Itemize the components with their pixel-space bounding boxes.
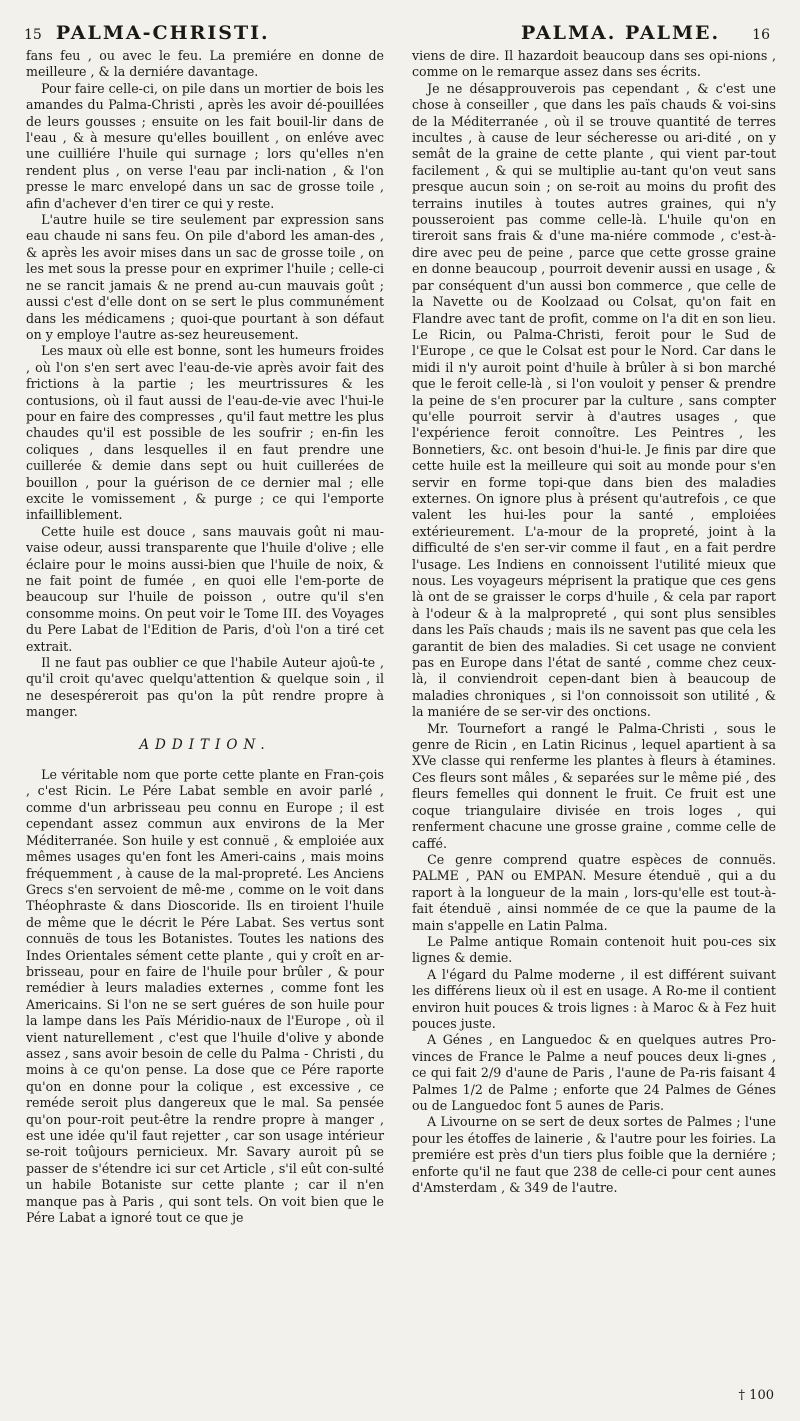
right-header — [521, 22, 770, 44]
left-paragraph-5: Cette huile est douce , sans mauvais goût ni mau-vaise odeur, aussi transparente que l'huile d'olive ; elle éclaire pour le moins aussi-bien que l'huile de noix, & ne fait point de fumée , en quoi elle l'em-porte de beaucoup sur l'huile de poisson , outre qu'il s'en consomme moins. On peut voir le Tome III. des Voyages du Pere Labat de l'Edition de Paris, d'où l'on a tiré cet extrait. — [26, 523, 384, 654]
left-paragraph-2: Pour faire celle-ci, on pile dans un mortier de bois les amandes du Palma-Christi , après les avoir dé-pouillées de leurs gousses ; ensuite on les fait bouil-lir dans de l'eau , & à mesure qu'elles bouillent , on enléve avec une cuilliére l'huile qui surnage ; lors qu'elles n'en rendent plus , on verse l'eau par incli-nation , & l'on presse le marc envelopé dans un sac de grosse toile , afin d'achever d'en tirer ce qui y reste. — [26, 80, 384, 211]
left-paragraph-6: Il ne faut pas oublier ce que l'habile Auteur ajoû-te , qu'il croit qu'avec quelqu'attention & quelque soin , il ne desespéreroit pas qu'on la pût rendre propre à manger. — [26, 655, 384, 720]
right-page-number: 16 — [752, 27, 770, 43]
right-paragraph-2: Je ne désapprouverois pas cependant , & c'est une chose à conseiller , que dans les païs chauds & voi-sins de la Méditerranée , où il se trouve quantité de terres incultes , à cause de leur sécheresse ou ari-dité , on y semât de la graine de cette plante , qui vient par-tout facilement , & qui se multiplie au-tant qu'on veut sans presque aucun soin ; on se-roit au moins du profit des terrains inutiles à toutes autres graines, qui n'y pousseroient pas comme celle-là. L'huile qu'on en tireroit sans frais & d'une ma-niére commode , c'est-à-dire avec peu de peine , parce que cette grosse graine en donne beaucoup , pourroit devenir aussi en usage , & par conséquent d'un aussi bon commerce , que celle de la Navette ou de Koolzaad ou Colsat, qu'on fait en Flandre avec tant de profit, comme on l'a dit en son lieu. Le Ricin, ou Palma-Christi, feroit pour le Sud de l'Europe , ce que le Colsat est pour le Nord. Car dans le midi il n'y auroit point d'huile à brûler à si bon marché que le feroit celle-là , si l'on vouloit y penser & prendre la peine de s'en procurer par la culture , sans compter qu'elle pourroit servir à d'autres usages , que l'expérience feroit connoître. Les Peintres , les Bonnetiers, &c. ont besoin d'hui-le. Je finis par dire que cette huile est la meilleure qui soit au monde pour s'en servir en forme topi-que dans bien des maladies externes. On ignore plus à présent qu'autrefois , ce que valent les hui-les pour la santé , emploiées extérieurement. L'a-mour de la propreté, joint à la difficulté de s'en ser-vir comme il faut , en a fait perdre l'usage. Les Indiens en connoissent l'utilité mieux que nous. Les voyageurs méprisent la pratique que ces gens là ont de se graisser le corps d'huile , & cela par raport à l'odeur & à la malpropreté , qui sont plus sensibles dans les Païs chauds ; mais ils ne savent pas que cela les garantit de bien des maladies. Si cet usage ne convient pas en Europe dans l'état de santé , comme chez ceux-là, il conviendroit cepen-dant bien à beaucoup de maladies chroniques , si l'on connoissoit son utilité , & la maniére de se ser-vir des onctions. — [412, 80, 776, 720]
left-paragraph-3: L'autre huile se tire seulement par expression sans eau chaude ni sans feu. On pile d'abord les aman-des , & après les avoir mises dans un sac de grosse toile , on les met sous la presse pour en exprimer l'huile ; celle-ci ne se rancit jamais & ne prend au-cun mauvais goût ; aussi c'est d'elle dont on se sert le plus communément dans les médicamens ; quoi-que pourtant à son défaut on y employe l'autre as-sez heureusement. — [26, 212, 384, 342]
right-paragraph-3: Mr. Tournefort a rangé le Palma-Christi , sous le genre de Ricin , en Latin Ricinus , lequel apartient à sa XVe classe qui renferme les plantes à fleurs à étamines. Ces fleurs sont mâles , & separées sur le même pié , des fleurs femelles qui donnent le fruit. Ce fruit est une coque triangulaire divisée en trois loges , qui renferment chacune une grosse graine , comme celle de caffé. — [412, 720, 776, 851]
left-paragraph-7: Le véritable nom que porte cette plante en Fran-çois , c'est Ricin. Le Pére Labat semble en avoir parlé , comme d'un arbrisseau peu connu en Europe ; il est cependant assez commun aux environs de la Mer Méditerranée. Son huile y est connuë , & emploiée aux mêmes usages qu'en font les Ameri-cains , mais moins fréquemment , à cause de la mal-propreté. Les Anciens Grecs s'en servoient de mê-me , comme on le voit dans Théophraste & dans Dioscoride. Ils en tiroient l'huile de même que le décrit le Pére Labat. Ses vertus sont connuës de tous les Botanistes. Toutes les nations des Indes Orientales sément cette plante , qui y croît en ar-brisseau, pour en faire de l'huile pour brûler , & pour remédier à leurs maladies externes , comme font les Americains. Si l'on ne se sert guéres de son huile pour la lampe dans les Païs Méridio-naux de l'Europe , où il vient naturellement , c'est que l'huile d'olive y abonde assez , sans avoir besoin de celle du Palma - Christi , du moins à ce qu'on pense. La dose que ce Pére raporte qu'on en donne pour la colique , est excessive , ce reméde seroit plus dangereux que le mal. Sa pensée qu'on pour-roit peut-être la rendre propre à manger , est une idée qu'il faut rejetter , car son usage intérieur se-roit toûjours pernicieux. Mr. Savary auroit pû se passer de s'étendre ici sur cet Article , s'il eût con-sulté un habile Botaniste sur cette plante ; car il n'en manque pas à Paris , qui sont tels. On voit bien que le Pére Labat a ignoré tout ce que je — [26, 767, 384, 1226]
left-running-head: PALMA-CHRISTI. — [55, 22, 270, 44]
left-page-number: 15 — [24, 27, 42, 43]
left-paragraph-1: fans feu , ou avec le feu. La premiére en donne de meilleure , & la derniére davantage. — [26, 48, 384, 80]
right-paragraph-4: Ce genre comprend quatre espèces de connuës. PALME , PAN ou EMPAN. Mesure étenduë , qui a du raport à la longueur de la main , lors-qu'elle est tout-à-fait étenduë , ainsi nommée de ce que la paume de la main s'appelle en Latin Palma. — [412, 851, 776, 933]
right-paragraph-5: Le Palme antique Romain contenoit huit pou-ces six lignes & demie. — [412, 933, 776, 966]
left-header — [24, 22, 270, 44]
right-paragraph-8: A Livourne on se sert de deux sortes de Palmes ; l'une pour les étoffes de lainerie , & l'autre pour les foiries. La premiére est près d'un tiers plus foible que la derniére ; enforte qu'il ne faut que 238 de celle-ci pour cent aunes d'Amsterdam , & 349 de l'autre. — [412, 1114, 776, 1196]
right-paragraph-7: A Génes , en Languedoc & en quelques autres Pro-vinces de France le Palme a neuf pouces deux li-gnes , ce qui fait 2/9 d'aune de Paris , l'aune de Pa-ris faisant 4 Palmes 1/2 de Palme ; enforte que 24 Palmes de Génes ou de Languedoc font 5 aunes de Paris. — [412, 1032, 776, 1113]
right-paragraph-1: viens de dire. Il hazardoit beaucoup dans ses opi-nions , comme on le remarque assez dans ses écrits. — [412, 48, 776, 80]
section-title: ADDITION. — [139, 736, 271, 753]
left-column — [26, 48, 384, 1388]
right-column — [412, 48, 776, 1388]
right-paragraph-6: A l'égard du Palme moderne , il est différent suivant les différens lieux où il est en usage. A Ro-me il contient environ huit pouces & trois lignes : à Maroc & à Fez huit pouces juste. — [412, 966, 776, 1031]
left-paragraph-4: Les maux où elle est bonne, sont les humeurs froides , où l'on s'en sert avec l'eau-de-vie après avoir fait des frictions à la partie ; les meurtrissures & les contusions, où il faut aussi de l'eau-de-vie avec l'hui-le pour en faire des compresses , qu'il faut mettre les plus chaudes qu'il est possible de les soufrir ; en-fin les coliques , dans lesquelles il en faut prendre une cuillerée & demie dans sept ou huit cuillerées de bouillon , pour la guérison de ce dernier mal ; elle excite le vomissement , & purge ; ce qui l'emporte infailliblement. — [26, 343, 384, 523]
catchword: † 100 — [738, 1388, 774, 1403]
right-running-head: PALMA. PALME. — [520, 22, 721, 44]
